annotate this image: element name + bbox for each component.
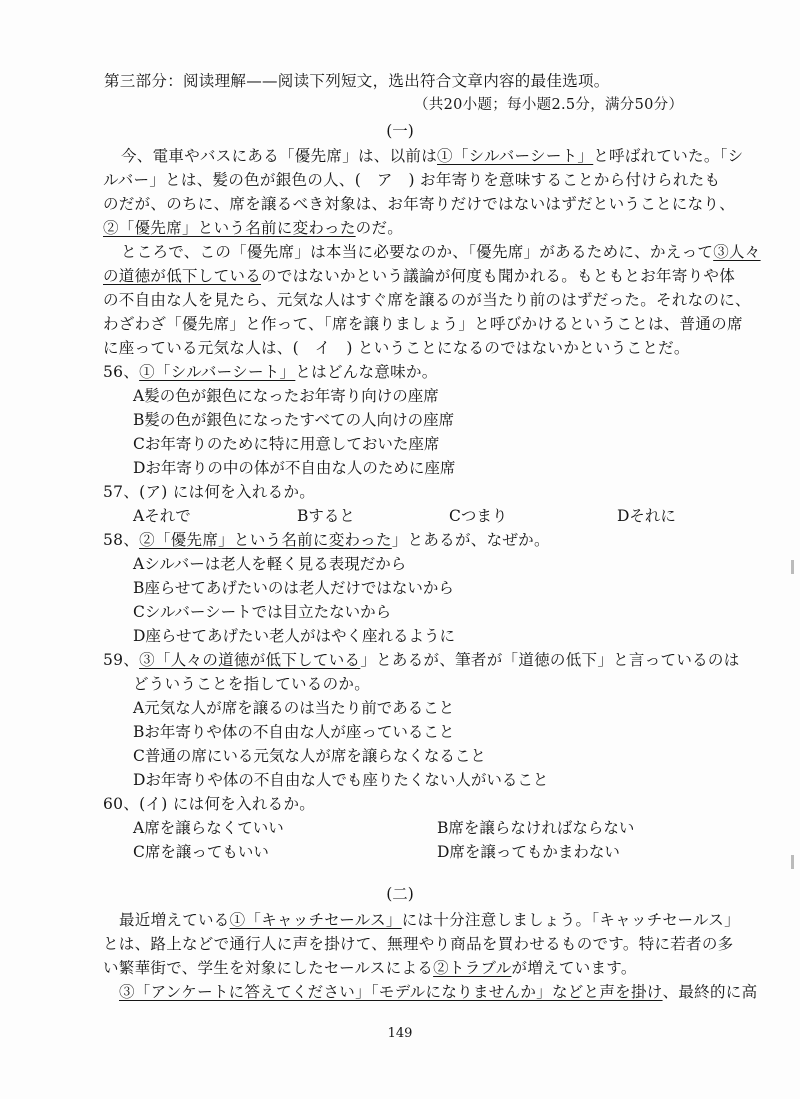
passage-1-line: わざわざ「優先席」と作って、「席を譲りましょう」と呼びかけるということは、普通の席 (103, 315, 743, 333)
passage-1-line: ②「優先席」という名前に変わったのだ。 (103, 219, 404, 237)
passage-1-line: の不自由な人を見たら、元気な人はすぐ席を譲るのが当たり前のはずだった。それなのに、 (103, 291, 751, 309)
scan-edge-mark (791, 560, 794, 574)
answer-option[interactable]: Cお年寄りのために特に用意しておいた座席 (133, 435, 440, 453)
answer-option[interactable]: Bすると (297, 507, 355, 525)
passage-1-line: ところで、この「優先席」は本当に必要なのか、「優先席」があるために、かえって③人々 (121, 243, 761, 261)
passage-2-line: い繁華街で、学生を対象にしたセールスによる②トラブルが増えています。 (103, 959, 637, 977)
answer-option[interactable]: Aシルバーは老人を軽く見る表現だから (133, 555, 407, 573)
answer-option[interactable]: B席を譲らなければならない (437, 819, 635, 837)
question-stem: 58、②「優先席」という名前に変わった」とあるが、なぜか。 (103, 531, 550, 549)
underlined-phrase: ②「優先席」という名前に変わった (139, 531, 392, 549)
underlined-phrase: ③「アンケートに答えてください」「モデルになりませんか」などと声を掛け (119, 983, 663, 1001)
answer-option[interactable]: Cシルバーシートでは目立たないから (133, 603, 392, 621)
page-number: 149 (387, 1026, 413, 1041)
underlined-phrase: ②「優先席」という名前に変わった (103, 219, 356, 237)
passage-2-line: ③「アンケートに答えてください」「モデルになりませんか」などと声を掛け、最終的に高 (119, 983, 758, 1001)
answer-option[interactable]: Dお年寄りの中の体が不自由な人のために座席 (133, 459, 456, 477)
answer-option[interactable]: D座らせてあげたい老人がはやく座れるように (133, 627, 455, 645)
passage-1-line: 今、電車やバスにある「優先席」は、以前は①「シルバーシート」と呼ばれていた。「シ (121, 147, 744, 165)
passage-2-line: とは、路上などで通行人に声を掛けて、無理やり商品を買わせるものです。特に若者の多 (103, 935, 734, 953)
underlined-phrase: ①「キャッチセールス」 (229, 911, 402, 929)
passage-1-line: に座っている元気な人は、( イ ) ということになるのではないかということだ。 (103, 339, 690, 357)
answer-option[interactable]: A席を譲らなくていい (133, 819, 284, 837)
answer-option[interactable]: Dお年寄りや体の不自由な人でも座りたくない人がいること (133, 771, 549, 789)
answer-option[interactable]: A髪の色が銀色になったお年寄り向けの座席 (133, 387, 439, 405)
answer-option[interactable]: A元気な人が席を譲るのは当たり前であること (133, 699, 455, 717)
passage-1-line: ルバー」とは、髪の色が銀色の人、( ア ) お年寄りを意味することから付けられたも (103, 171, 721, 189)
question-stem: 56、①「シルバーシート」とはどんな意味か。 (103, 363, 438, 381)
passage-1-heading: (一) (386, 122, 414, 140)
answer-option[interactable]: C席を譲ってもいい (133, 843, 269, 861)
answer-option[interactable]: Aそれで (133, 507, 191, 525)
passage-2-heading: (二) (386, 885, 414, 903)
question-stem-continued: どういうことを指しているのか。 (133, 675, 371, 693)
passage-2-line: 最近増えている①「キャッチセールス」には十分注意しましょう。「キャッチセールス」 (119, 911, 740, 929)
underlined-phrase: ③「人々の道徳が低下している (139, 651, 361, 669)
passage-1-line: の道徳が低下しているのではないかという議論が何度も聞かれる。もともとお年寄りや体 (103, 267, 736, 285)
underlined-phrase: ③人々 (713, 243, 761, 261)
answer-option[interactable]: Dそれに (617, 507, 676, 525)
answer-option[interactable]: Bお年寄りや体の不自由な人が座っていること (133, 723, 455, 741)
answer-option[interactable]: Cつまり (449, 507, 508, 525)
passage-1-line: のだが、のちに、席を譲るべき対象は、お年寄りだけではないはずだということになり、 (103, 195, 736, 213)
question-stem: 59、③「人々の道徳が低下している」とあるが、筆者が「道徳の低下」と言っているのは (103, 651, 740, 669)
underlined-phrase: ②トラブル (433, 959, 512, 977)
answer-option[interactable]: B髪の色が銀色になったすべての人向けの座席 (133, 411, 455, 429)
question-stem: 57、(ア) には何を入れるか。 (103, 483, 316, 501)
underlined-phrase: の道徳が低下している (103, 267, 262, 285)
answer-option[interactable]: B座らせてあげたいのは老人だけではないから (133, 579, 454, 597)
underlined-phrase: ①「シルバーシート」 (139, 363, 296, 381)
question-stem: 60、(イ) には何を入れるか。 (103, 795, 316, 813)
scan-edge-mark (791, 855, 794, 869)
answer-option[interactable]: C普通の席にいる元気な人が席を譲らなくなること (133, 747, 486, 765)
underlined-phrase: ①「シルバーシート」 (437, 147, 594, 165)
answer-option[interactable]: D席を譲ってもかまわない (437, 843, 620, 861)
scoring-note: （共20小题；每小题2.5分，满分50分） (414, 97, 684, 113)
section-title: 第三部分：阅读理解——阅读下列短文，选出符合文章内容的最佳选项。 (104, 72, 610, 90)
